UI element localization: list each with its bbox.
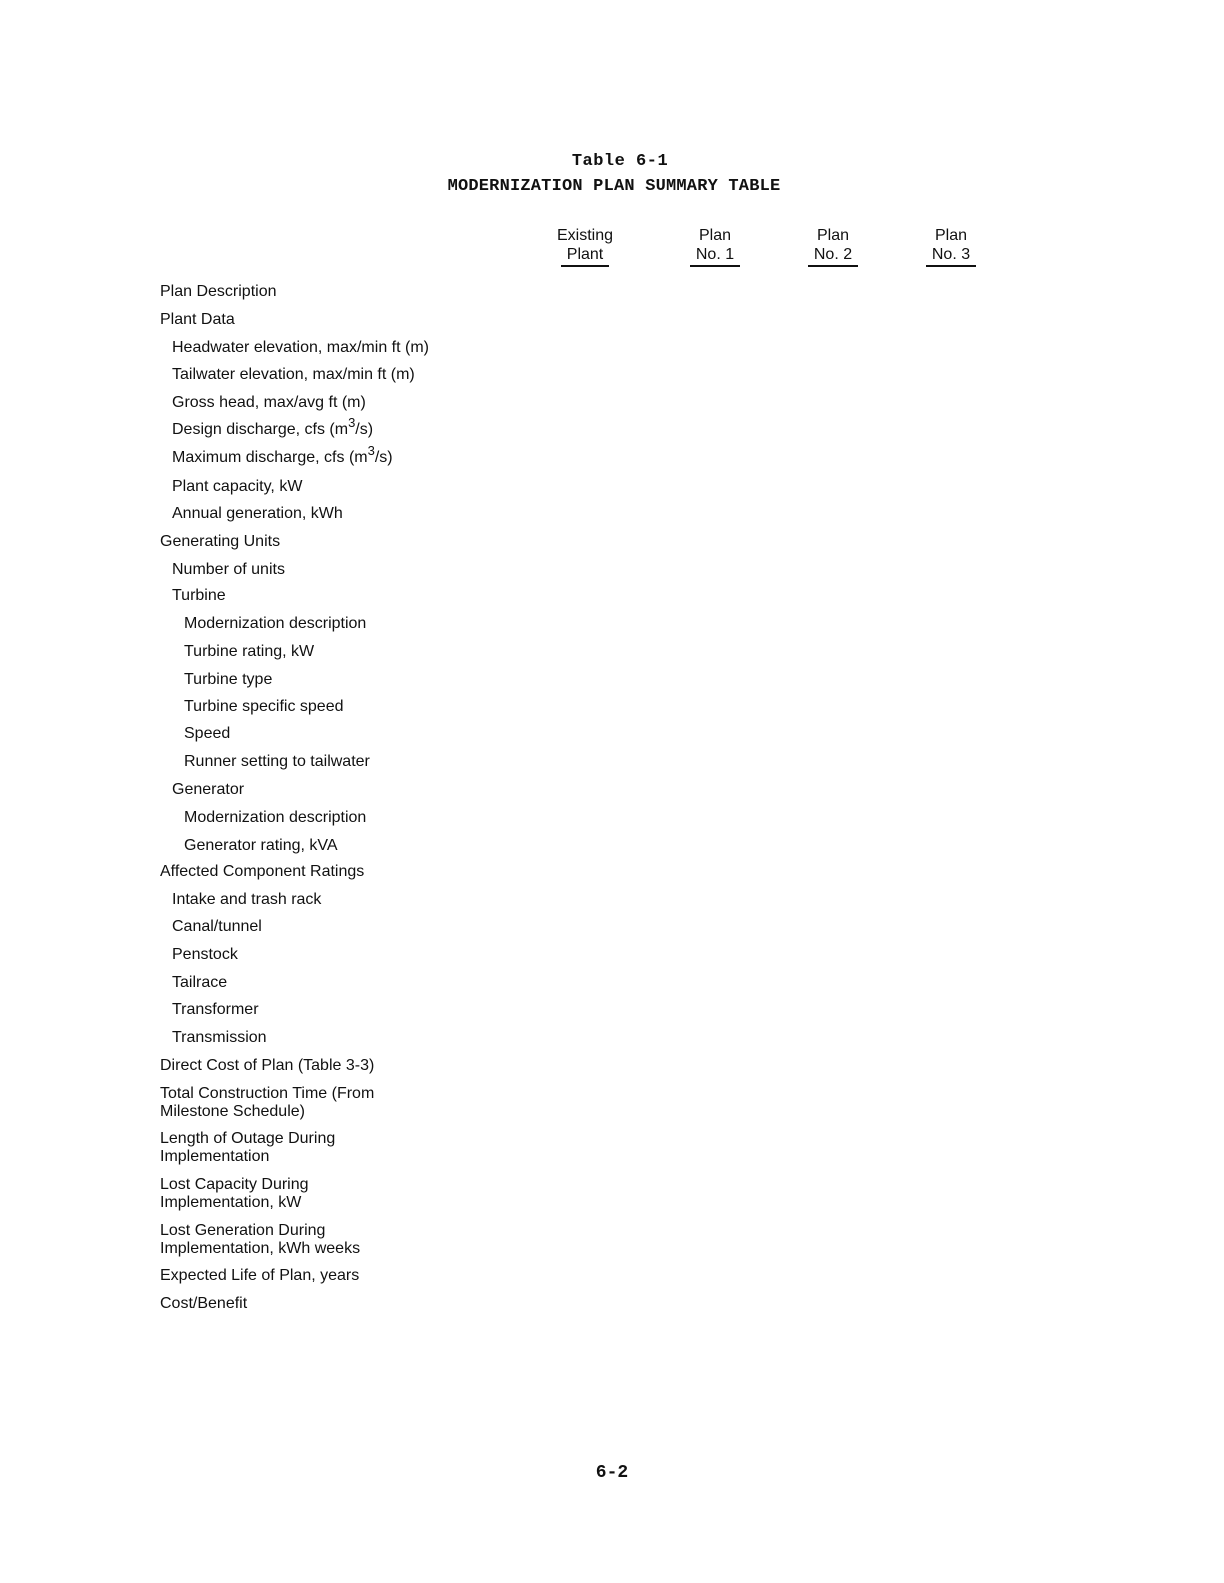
column-header-line2: No. 2: [808, 245, 858, 267]
column-header-existing-plant: [555, 226, 615, 267]
row-label-text: Length of Outage During: [160, 1130, 336, 1147]
row-label: [172, 561, 285, 579]
row-label-text: Turbine specific speed: [184, 698, 344, 715]
row-label: [172, 366, 415, 384]
row-label-text: Headwater elevation, max/min ft (m): [172, 339, 429, 356]
row-label-text: Lost Generation During: [160, 1222, 326, 1239]
row-label: [160, 1176, 309, 1212]
row-label: [184, 837, 338, 855]
row-label: [184, 753, 370, 771]
table-number: Table 6-1: [571, 152, 669, 171]
row-label: [184, 671, 272, 689]
row-label: [184, 643, 314, 661]
column-header-line1: Existing: [556, 227, 614, 244]
column-header-plan-3: [921, 226, 981, 267]
row-label-text: Tailwater elevation, max/min ft (m): [172, 366, 415, 383]
row-label: [172, 442, 393, 467]
row-label-text: Turbine rating, kW: [184, 643, 315, 660]
row-label-text: Penstock: [172, 946, 238, 963]
row-label: [184, 809, 366, 827]
row-label: [172, 918, 262, 936]
row-label: [160, 1057, 374, 1075]
column-header-line1: Plan: [698, 227, 732, 244]
column-header-line1: Plan: [934, 227, 968, 244]
row-label: [160, 311, 235, 329]
row-label: [184, 698, 344, 716]
table-title: MODERNIZATION PLAN SUMMARY TABLE: [447, 177, 781, 196]
row-label: [172, 478, 302, 496]
row-label: [172, 781, 244, 799]
row-label: [172, 891, 321, 909]
row-label-text: Turbine: [172, 587, 226, 604]
row-label-text: Speed: [184, 725, 231, 742]
row-label-suffix: /s): [374, 449, 393, 466]
row-label-superscript: 3: [348, 414, 356, 430]
row-label: [160, 1222, 360, 1258]
row-label-text: Total Construction Time (From: [160, 1085, 375, 1102]
column-header-line2: No. 3: [926, 245, 976, 267]
row-label-text: Affected Component Ratings: [160, 863, 365, 880]
column-header-line2: No. 1: [690, 245, 740, 267]
row-label: [160, 1085, 374, 1121]
row-label-continuation: Implementation: [160, 1148, 270, 1165]
row-label-text: Modernization description: [184, 615, 367, 632]
row-label-text: Cost/Benefit: [160, 1295, 248, 1312]
row-label: [172, 414, 374, 439]
column-header-line2: Plant: [561, 245, 609, 267]
row-label-text: Maximum discharge, cfs (m: [172, 449, 368, 466]
page-number: 6-2: [595, 1463, 629, 1483]
row-label-text: Turbine type: [184, 671, 273, 688]
column-header-plan-2: [803, 226, 863, 267]
row-label-text: Transformer: [172, 1001, 259, 1018]
row-label: [172, 946, 238, 964]
row-label-text: Modernization description: [184, 809, 367, 826]
row-label-text: Gross head, max/avg ft (m): [172, 394, 366, 411]
row-label-suffix: /s): [355, 421, 374, 438]
row-label-continuation: Milestone Schedule): [160, 1103, 305, 1120]
row-label-text: Transmission: [172, 1029, 267, 1046]
row-label: [160, 283, 277, 301]
row-label-text: Generator rating, kVA: [184, 837, 338, 854]
row-label-text: Tailrace: [172, 974, 228, 991]
row-label: [160, 1295, 247, 1313]
row-label: [160, 863, 364, 881]
row-label: [172, 1029, 267, 1047]
row-label-text: Intake and trash rack: [172, 891, 322, 908]
row-label-text: Number of units: [172, 561, 285, 578]
row-label-text: Generating Units: [160, 533, 281, 550]
row-label-text: Annual generation, kWh: [172, 505, 343, 522]
row-label: [172, 587, 226, 605]
row-label: [160, 1130, 335, 1166]
row-label-text: Expected Life of Plan, years: [160, 1267, 360, 1284]
row-label-text: Generator: [172, 781, 245, 798]
row-label-text: Canal/tunnel: [172, 918, 262, 935]
row-label: [172, 1001, 259, 1019]
column-header-plan-1: [685, 226, 745, 267]
row-label-text: Design discharge, cfs (m: [172, 421, 349, 438]
row-label: [160, 533, 280, 551]
row-label: [172, 505, 343, 523]
row-label: [160, 1267, 359, 1285]
row-label-continuation: Implementation, kWh weeks: [160, 1240, 361, 1257]
row-label: [184, 615, 366, 633]
row-label: [172, 394, 366, 412]
row-label: [172, 339, 429, 357]
row-label-text: Lost Capacity During: [160, 1176, 309, 1193]
row-label: [184, 725, 230, 743]
row-label-text: Direct Cost of Plan (Table 3-3): [160, 1057, 375, 1074]
row-label-text: Plant capacity, kW: [172, 478, 303, 495]
row-label: [172, 974, 227, 992]
row-label-text: Plant Data: [160, 311, 235, 328]
row-label-continuation: Implementation, kW: [160, 1194, 302, 1211]
row-label-text: Plan Description: [160, 283, 277, 300]
column-header-line1: Plan: [816, 227, 850, 244]
row-label-text: Runner setting to tailwater: [184, 753, 370, 770]
row-label-superscript: 3: [367, 442, 375, 458]
